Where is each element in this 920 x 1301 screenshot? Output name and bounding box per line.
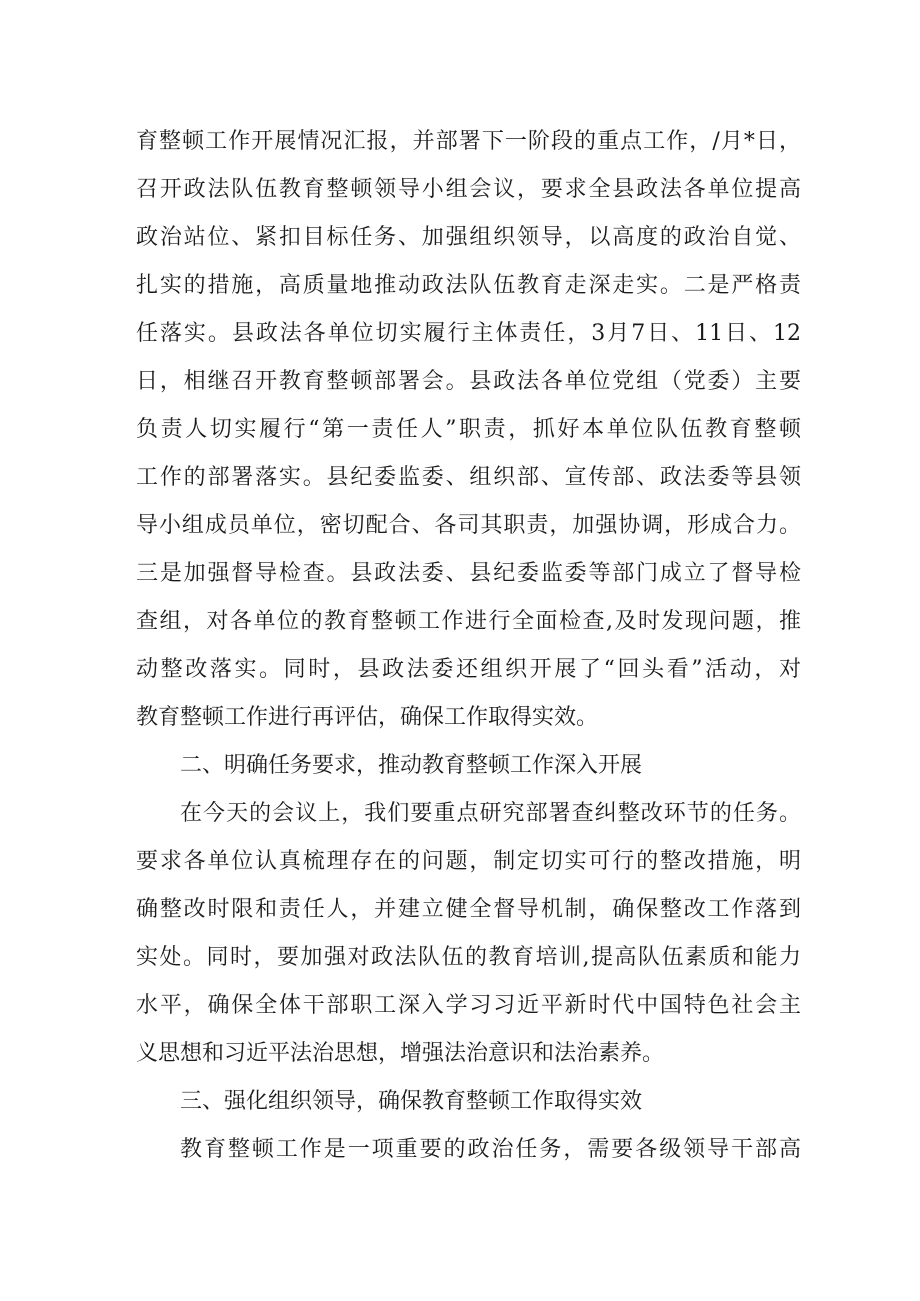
- text-line: 水平，确保全体干部职工深入学习习近平新时代中国特色社会主: [136, 993, 801, 1018]
- text-line: 确整改时限和责任人，并建立健全督导机制，确保整改工作落到: [136, 897, 801, 922]
- paragraph-first-line: 教育整顿工作是一项重要的政治任务，需要各级领导干部高: [180, 1137, 801, 1162]
- document-body: [136, 118, 801, 1174]
- text-line: 查组，对各单位的教育整顿工作进行全面检查,及时发现问题，推: [136, 609, 801, 634]
- text-line: 义思想和习近平法治思想，增强法治意识和法治素养。: [136, 1041, 665, 1066]
- text-line: 日，相继召开教育整顿部署会。县政法各单位党组（党委）主要: [136, 369, 801, 394]
- text-line: 负责人切实履行“第一责任人”职责，抓好本单位队伍教育整顿: [136, 417, 801, 442]
- text-line: 育整顿工作开展情况汇报，并部署下一阶段的重点工作，/月*日，: [136, 129, 801, 154]
- text-line: 工作的部署落实。县纪委监委、组织部、宣传部、政法委等县领: [136, 465, 801, 490]
- text-line: 三是加强督导检查。县政法委、县纪委监委等部门成立了督导检: [136, 561, 801, 586]
- text-line: 导小组成员单位，密切配合、各司其职责，加强协调，形成合力。: [136, 513, 801, 538]
- text-line: 教育整顿工作进行再评估，确保工作取得实效。: [136, 705, 599, 730]
- text-line: 扎实的措施，高质量地推动政法队伍教育走深走实。二是严格责: [136, 273, 801, 298]
- text-line: 实处。同时，要加强对政法队伍的教育培训,提高队伍素质和能力: [136, 945, 801, 970]
- text-line: 要求各单位认真梳理存在的问题，制定切实可行的整改措施，明: [136, 849, 801, 874]
- section-heading: 二、明确任务要求，推动教育整顿工作深入开展: [180, 753, 643, 778]
- text-line: 政治站位、紧扣目标任务、加强组织领导，以高度的政治自觉、: [136, 225, 801, 250]
- text-line: 动整改落实。同时，县政法委还组织开展了“回头看”活动，对: [136, 657, 801, 682]
- text-line: 任落实。县政法各单位切实履行主体责任，3月7日、11日、12: [136, 321, 801, 346]
- section-heading: 三、强化组织领导，确保教育整顿工作取得实效: [180, 1089, 643, 1114]
- paragraph-first-line: 在今天的会议上，我们要重点研究部署查纠整改环节的任务。: [180, 801, 801, 826]
- text-line: 召开政法队伍教育整顿领导小组会议，要求全县政法各单位提高: [136, 177, 801, 202]
